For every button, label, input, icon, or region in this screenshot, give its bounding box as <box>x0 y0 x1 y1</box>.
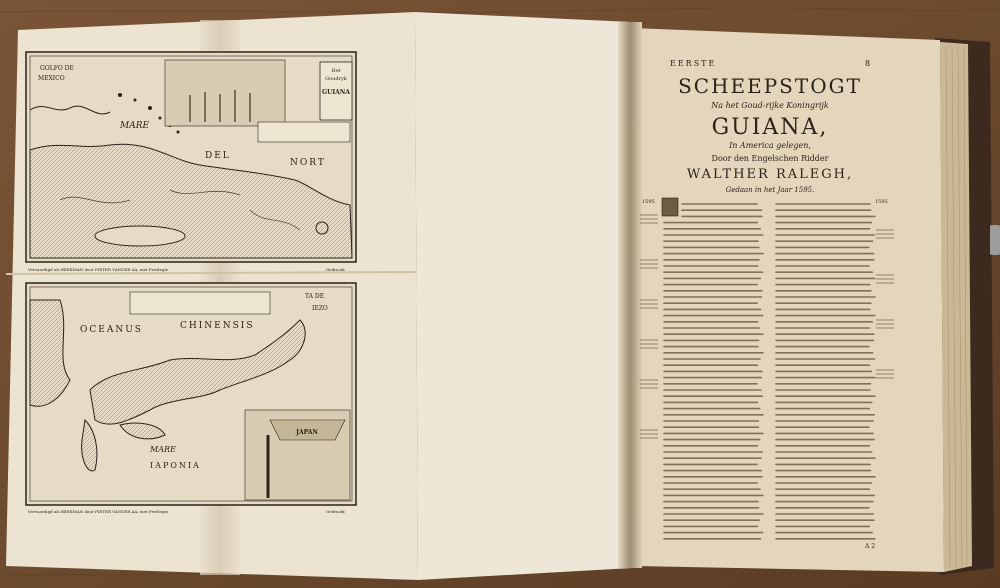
map-bottom-label-ta-de: TA DE <box>305 293 325 300</box>
map-guiana-scale <box>258 122 350 142</box>
map-guiana-vignette <box>165 60 285 126</box>
title-scheepstogt: SCHEEPSTOGT <box>678 74 862 98</box>
map-guiana-lake <box>95 226 185 246</box>
title-year: Gedaan in het Jaar 1595. <box>725 186 815 194</box>
cartouche-top-1: Het <box>331 68 341 74</box>
cartouche-top-2: Goudryk <box>325 76 347 82</box>
cartouche-bottom: JAPAN <box>296 429 318 436</box>
map-guiana <box>26 52 356 272</box>
center-blank-page <box>415 12 632 580</box>
map-bottom-label-chinensis: CHINENSIS <box>180 321 255 331</box>
margin-year-left: 1595 <box>642 199 655 205</box>
map-bottom-label-iezo: IEZO <box>312 305 328 312</box>
map-top-label-nort: NORT <box>290 158 326 168</box>
decorated-initial <box>662 198 678 216</box>
gutter-shadow <box>618 22 642 568</box>
map-top-label-del: DEL <box>205 151 231 161</box>
metal-clasp <box>990 225 1000 255</box>
title-guiana: GUIANA, <box>711 115 829 140</box>
map-top-label-mexico: MEXICO <box>38 75 65 82</box>
map-top-credit-right: Gedruckt <box>326 267 345 272</box>
title-america: In America gelegen, <box>729 141 811 150</box>
map-bottom-credit-right: Gedruckt <box>326 509 345 514</box>
title-koningrijk: Na het Goud-rijke Koningrijk <box>711 101 829 110</box>
map-bottom-label-mare: MARE <box>150 445 176 454</box>
map-bottom-credit-left: Vervaardigd als BEEKMAN door PIETER VANDER AA, met Privilegie <box>28 509 169 514</box>
map-top-credit-left: Vervaardigd als BEEKMAN door PIETER VANDER AA, met Privilegie <box>28 267 169 272</box>
map-top-label-golfo: GOLFO DE <box>40 65 74 72</box>
map-japan <box>26 283 356 514</box>
title-page-header-right: 8 <box>865 59 871 68</box>
map-bottom-label-oceanus: OCEANUS <box>80 325 143 335</box>
title-ralegh: WALTHER RALEGH, <box>686 167 854 182</box>
margin-year-right: 1595 <box>875 199 888 205</box>
map-top-label-mare: MARE <box>120 121 150 131</box>
title-page-footer: A 2 <box>865 543 876 550</box>
cartouche-top-3: GUIANA <box>322 89 350 96</box>
title-ridder: Door den Engelschen Ridder <box>711 154 829 163</box>
map-bottom-label-iaponia: IAPONIA <box>150 461 201 470</box>
title-page-header-left: EERSTE <box>670 59 717 68</box>
page-stack-edge <box>940 42 972 572</box>
map-japan-scale <box>130 292 270 314</box>
